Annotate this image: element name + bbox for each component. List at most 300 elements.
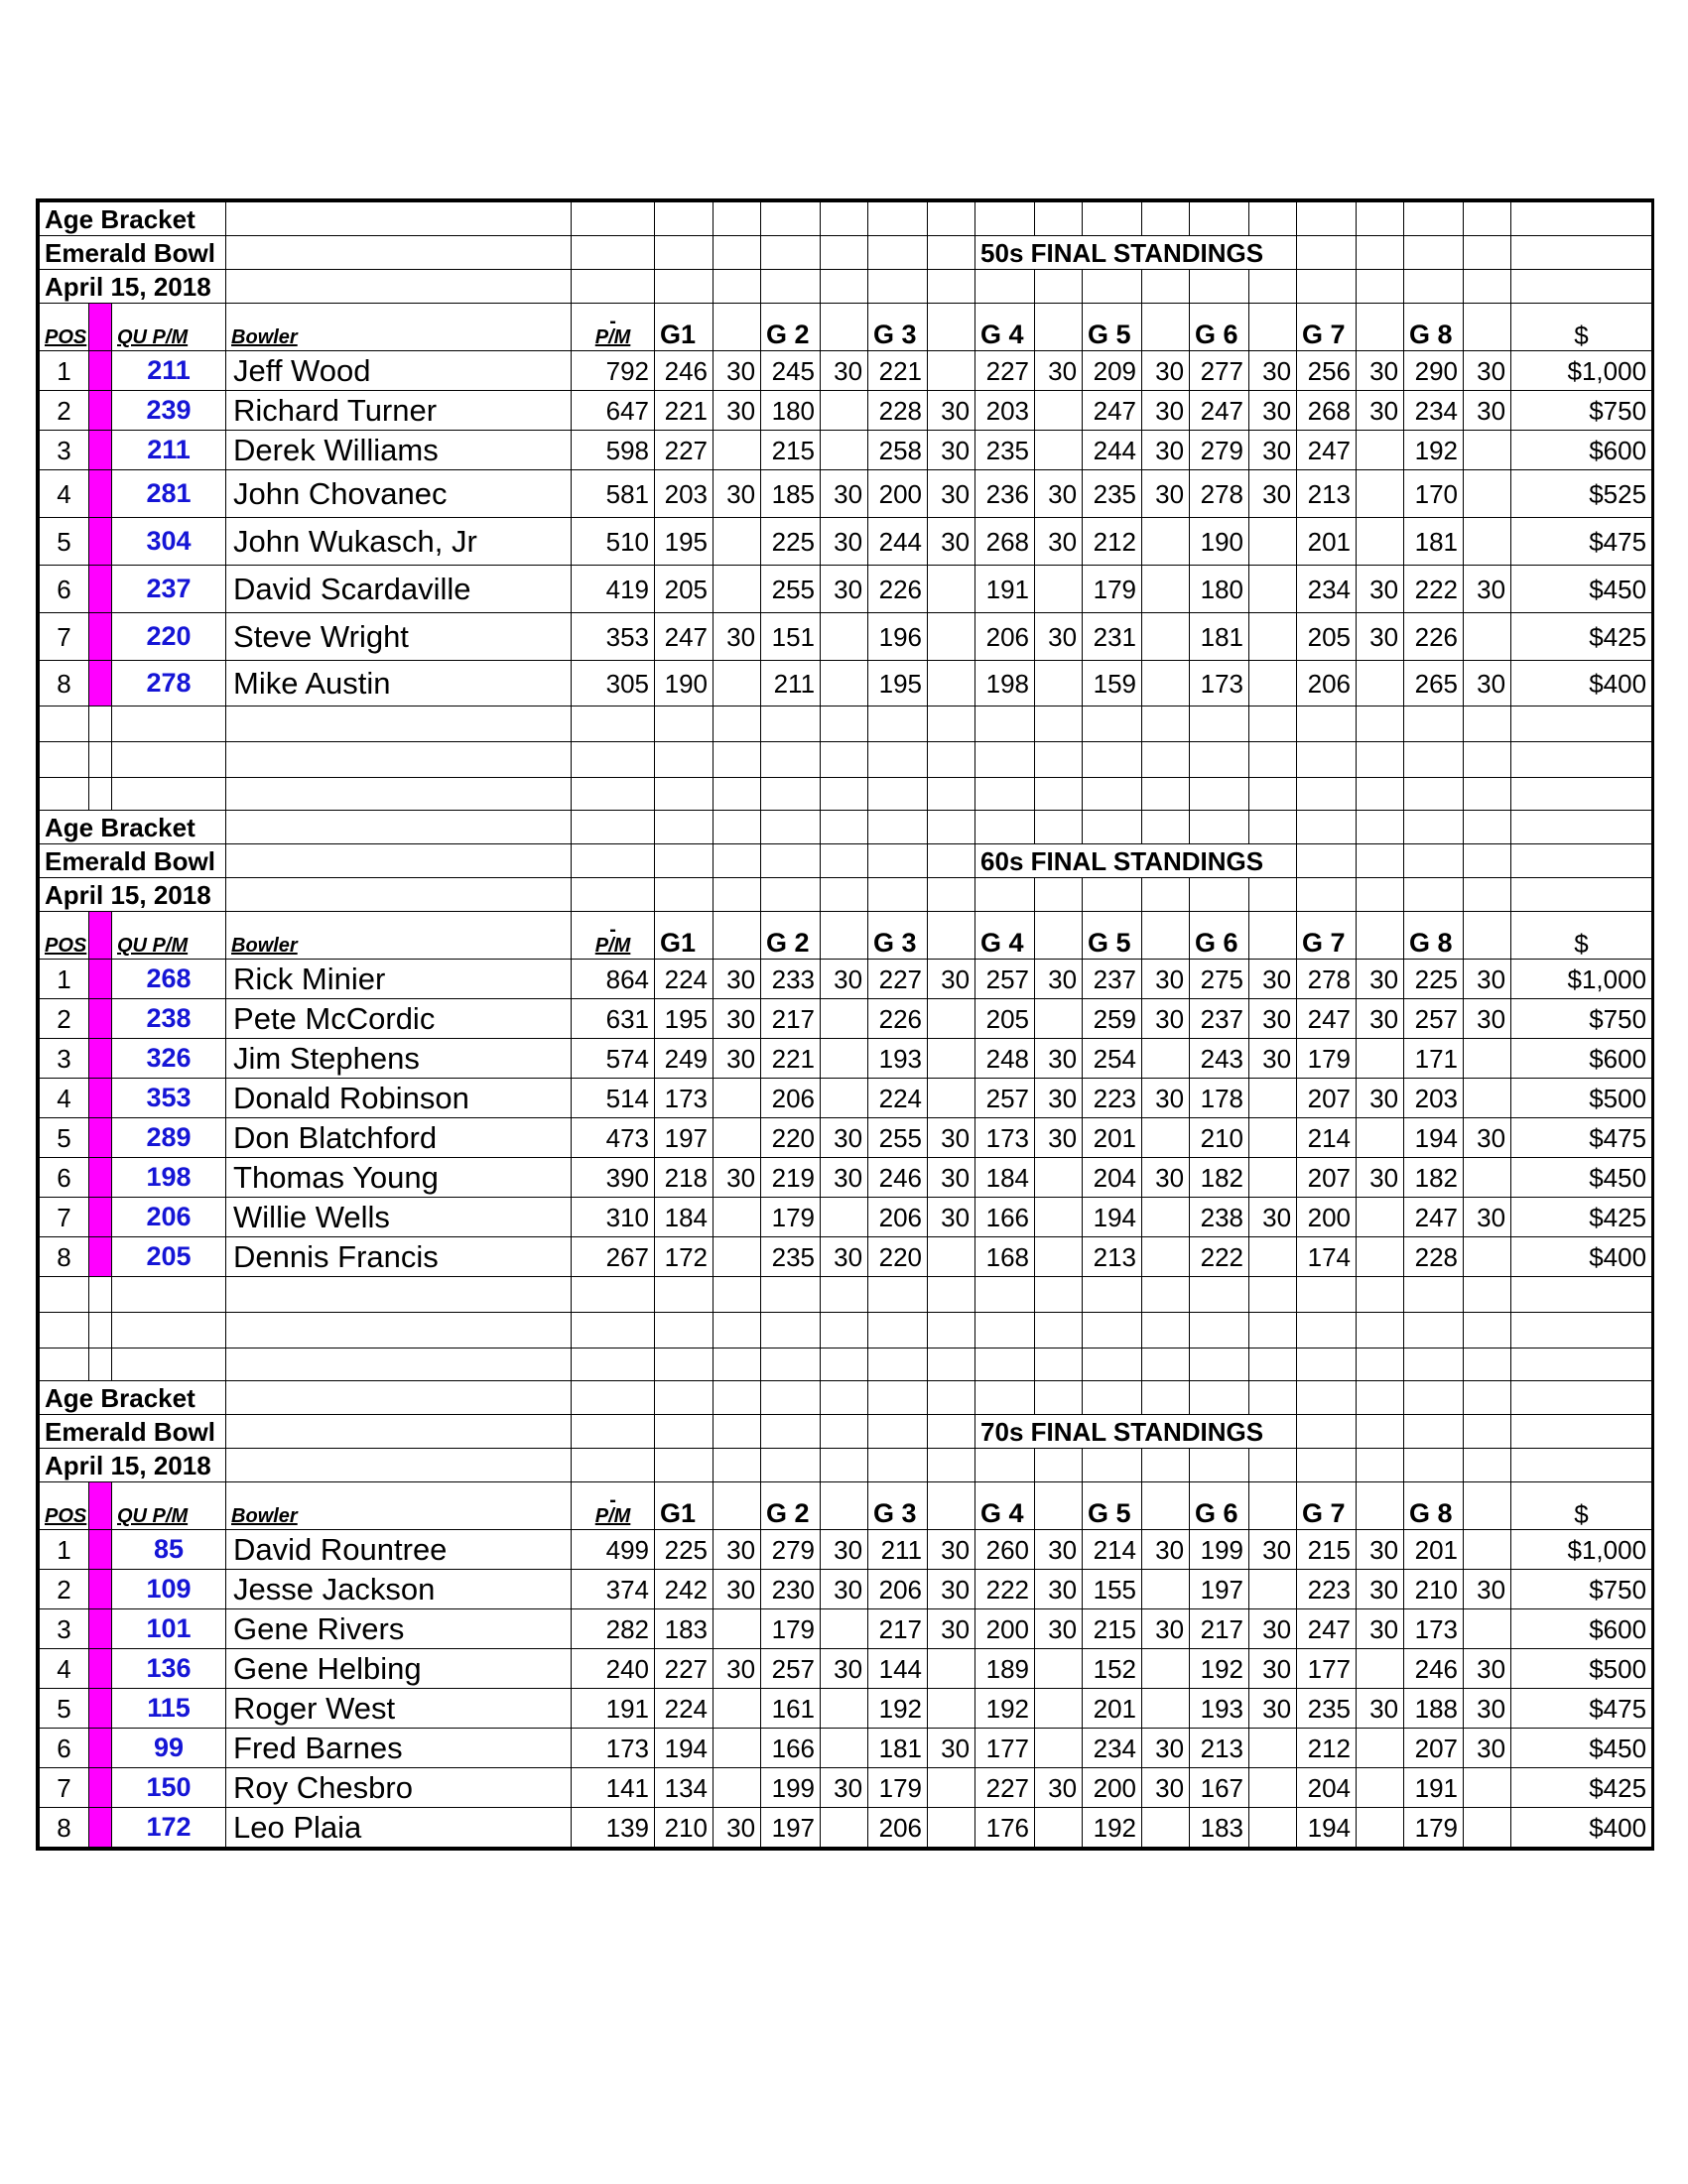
game-score-cell: 235 [1083,470,1142,518]
game-score-cell: 194 [655,1729,714,1768]
empty-cell [868,878,928,912]
position-cell: 8 [40,1808,89,1848]
game-score-cell: 161 [761,1689,821,1729]
empty-cell [655,878,714,912]
game-bonus-cell: 30 [1035,470,1083,518]
game-bonus-cell: 30 [714,1808,761,1848]
empty-cell [1404,1381,1464,1415]
qualifying-pm-cell: 211 [112,431,226,470]
empty-cell [714,1277,761,1313]
game-score-cell: 212 [1297,1729,1357,1768]
game-bonus-cell [928,613,975,661]
game-score-cell: 210 [655,1808,714,1848]
empty-cell [89,1313,112,1349]
money-header: $ [1511,912,1652,960]
prize-cell: $475 [1511,1689,1652,1729]
prize-cell: $750 [1511,999,1652,1039]
game-score-cell: 235 [761,1237,821,1277]
game-score-cell: 205 [655,566,714,613]
empty-cell [714,844,761,878]
empty-cell [572,1277,655,1313]
empty-cell [868,742,928,778]
empty-cell [1142,878,1190,912]
empty-cell [1035,1349,1083,1381]
game-bonus-cell: 30 [714,351,761,391]
bowler-header: Bowler [226,304,572,351]
game-bonus-cell [928,566,975,613]
empty-cell [1297,1449,1357,1482]
empty-cell [1297,1277,1357,1313]
empty-cell [821,304,868,351]
empty-cell [975,270,1035,304]
empty-cell [928,778,975,811]
empty-cell [928,707,975,742]
empty-cell [1297,742,1357,778]
bowler-name-cell: Rick Minier [226,960,572,999]
game-score-cell: 212 [1083,518,1142,566]
game-bonus-cell [821,391,868,431]
empty-cell [928,236,975,270]
game-bonus-cell [821,1729,868,1768]
bowler-row [40,391,1652,431]
empty-cell [975,1313,1035,1349]
empty-cell [1249,742,1297,778]
bowler-name-cell: Richard Turner [226,391,572,431]
position-cell: 4 [40,470,89,518]
game-bonus-cell [1142,1808,1190,1848]
game-bonus-cell: 30 [1249,1609,1297,1649]
game-bonus-cell [928,1768,975,1808]
empty-cell [761,707,821,742]
empty-cell [112,1313,226,1349]
empty-cell [761,1313,821,1349]
empty-cell [714,236,761,270]
game-bonus-cell: 30 [928,1570,975,1609]
game-bonus-cell: 30 [821,351,868,391]
game-bonus-cell: 30 [1249,1039,1297,1079]
prize-cell: $525 [1511,470,1652,518]
game-score-cell: 203 [655,470,714,518]
empty-cell [655,811,714,844]
game-score-cell: 227 [655,431,714,470]
empty-cell [928,1449,975,1482]
game-bonus-cell: 30 [1464,999,1511,1039]
game-bonus-cell: 30 [714,1570,761,1609]
empty-cell [226,778,572,811]
empty-cell [1404,778,1464,811]
empty-cell [1464,1349,1511,1381]
prize-cell: $750 [1511,391,1652,431]
game-bonus-cell: 30 [1035,1768,1083,1808]
section-venue-row [40,1415,1652,1449]
game-score-cell: 221 [761,1039,821,1079]
game-bonus-cell [1249,1118,1297,1158]
prize-cell: $450 [1511,566,1652,613]
empty-cell [761,1277,821,1313]
highlight-bar [89,1482,112,1530]
empty-cell [868,202,928,236]
game-bonus-cell [1035,566,1083,613]
game-bonus-cell: 30 [1357,566,1404,613]
game-bonus-cell [821,613,868,661]
empty-cell [1464,778,1511,811]
empty-cell [868,778,928,811]
empty-cell [1190,778,1249,811]
empty-cell [1083,1449,1142,1482]
game-bonus-cell [714,1609,761,1649]
highlight-bar [89,1570,112,1609]
game-score-cell: 195 [655,518,714,566]
empty-cell [868,1415,928,1449]
empty-cell [1357,304,1404,351]
pos-header: POS [40,912,89,960]
empty-cell [1249,304,1297,351]
game-bonus-cell: 30 [928,1118,975,1158]
game-header: G 2 [761,1482,821,1530]
game-score-cell: 194 [1404,1118,1464,1158]
game-bonus-cell: 30 [1142,1609,1190,1649]
bowler-name-cell: John Chovanec [226,470,572,518]
empty-cell [1357,1277,1404,1313]
game-bonus-cell: 30 [1142,351,1190,391]
qualifying-pm-cell: 353 [112,1079,226,1118]
game-score-cell: 235 [1297,1689,1357,1729]
game-bonus-cell: 30 [928,1158,975,1198]
game-score-cell: 181 [1404,518,1464,566]
game-score-cell: 248 [975,1039,1035,1079]
empty-cell [1083,707,1142,742]
pm-total-cell: 864 [572,960,655,999]
game-score-cell: 197 [761,1808,821,1848]
game-bonus-cell: 30 [1249,1198,1297,1237]
venue-label: Emerald Bowl [40,1415,226,1449]
bowler-row [40,1729,1652,1768]
empty-cell [1142,202,1190,236]
empty-cell [1464,202,1511,236]
empty-cell [1083,270,1142,304]
game-bonus-cell [1142,1649,1190,1689]
empty-cell [714,1415,761,1449]
qualifying-pm-cell: 289 [112,1118,226,1158]
game-header: G 6 [1190,912,1249,960]
empty-cell [226,1313,572,1349]
game-bonus-cell [928,1039,975,1079]
age-bracket-label: Age Bracket [40,1381,226,1415]
empty-cell [1190,707,1249,742]
empty-cell [1297,236,1357,270]
empty-cell [1249,270,1297,304]
pm-label: P/M [594,935,631,957]
game-bonus-cell [714,1198,761,1237]
empty-cell [1357,1415,1404,1449]
game-bonus-cell [928,1808,975,1848]
game-bonus-cell [1142,613,1190,661]
game-score-cell: 256 [1297,351,1357,391]
position-cell: 3 [40,1609,89,1649]
game-bonus-cell: 30 [1357,1570,1404,1609]
position-cell: 8 [40,661,89,707]
game-score-cell: 189 [975,1649,1035,1689]
game-bonus-cell: 30 [1249,999,1297,1039]
empty-cell [1083,811,1142,844]
game-bonus-cell [821,1609,868,1649]
game-score-cell: 224 [868,1079,928,1118]
game-score-cell: 174 [1297,1237,1357,1277]
empty-cell [975,707,1035,742]
game-score-cell: 192 [868,1689,928,1729]
game-bonus-cell: 30 [1035,960,1083,999]
game-bonus-cell [1249,1237,1297,1277]
prize-cell: $425 [1511,1768,1652,1808]
position-cell: 1 [40,351,89,391]
game-bonus-cell: 30 [1464,566,1511,613]
game-bonus-cell: 30 [821,1768,868,1808]
game-header: G1 [655,912,714,960]
game-bonus-cell: 30 [1464,1118,1511,1158]
game-score-cell: 195 [868,661,928,707]
empty-cell [1357,912,1404,960]
pm-total-cell: 141 [572,1768,655,1808]
empty-cell [1249,1313,1297,1349]
game-score-cell: 275 [1190,960,1249,999]
game-bonus-cell: 30 [1142,1158,1190,1198]
empty-cell [1464,270,1511,304]
qualifying-pm-cell: 211 [112,351,226,391]
empty-cell [655,1381,714,1415]
pm-total-cell: 267 [572,1237,655,1277]
game-score-cell: 181 [868,1729,928,1768]
empty-cell [868,707,928,742]
qu-pm-header: QU P/M [112,912,226,960]
empty-cell [975,1349,1035,1381]
empty-cell [1357,811,1404,844]
game-bonus-cell: 30 [1035,351,1083,391]
game-score-cell: 201 [1083,1689,1142,1729]
empty-cell [1142,811,1190,844]
empty-cell [1297,778,1357,811]
game-bonus-cell [1142,1118,1190,1158]
pm-label: P/M [594,326,631,348]
game-score-cell: 183 [1190,1808,1249,1848]
empty-cell [655,202,714,236]
empty-cell [655,707,714,742]
column-header-row [40,1482,1652,1530]
game-bonus-cell: 30 [1035,1609,1083,1649]
bowler-row [40,1237,1652,1277]
empty-cell [572,811,655,844]
empty-cell [1357,878,1404,912]
empty-cell [714,742,761,778]
empty-cell [821,270,868,304]
game-bonus-cell [714,661,761,707]
game-bonus-cell [1357,1198,1404,1237]
game-score-cell: 192 [975,1689,1035,1729]
qualifying-pm-cell: 268 [112,960,226,999]
game-bonus-cell: 30 [1142,960,1190,999]
empty-cell [89,742,112,778]
section-title-row [40,811,1652,844]
prize-cell: $500 [1511,1649,1652,1689]
bowler-row [40,351,1652,391]
empty-cell [975,1277,1035,1313]
bowler-name-cell: Fred Barnes [226,1729,572,1768]
game-score-cell: 206 [868,1198,928,1237]
game-bonus-cell: 30 [1357,351,1404,391]
empty-cell [1249,778,1297,811]
empty-cell [1035,742,1083,778]
game-bonus-cell [1142,1198,1190,1237]
empty-cell [655,236,714,270]
empty-cell [1249,1381,1297,1415]
position-cell: 5 [40,1118,89,1158]
bowler-name-cell: Donald Robinson [226,1079,572,1118]
game-bonus-cell [928,351,975,391]
empty-cell [655,1349,714,1381]
game-score-cell: 193 [1190,1689,1249,1729]
game-bonus-cell [1249,1729,1297,1768]
game-bonus-cell: 30 [1142,1768,1190,1808]
bowler-name-cell: Gene Helbing [226,1649,572,1689]
bowler-name-cell: Roger West [226,1689,572,1729]
game-score-cell: 151 [761,613,821,661]
standings-title: 70s FINAL STANDINGS [975,1415,1297,1449]
qualifying-pm-cell: 206 [112,1198,226,1237]
pm-dash: - [609,311,616,332]
game-score-cell: 198 [975,661,1035,707]
game-score-cell: 230 [761,1570,821,1609]
game-score-cell: 206 [761,1079,821,1118]
pm-total-cell: 310 [572,1198,655,1237]
prize-cell: $475 [1511,518,1652,566]
game-bonus-cell [1035,391,1083,431]
empty-cell [1249,811,1297,844]
empty-cell [821,1381,868,1415]
empty-cell [928,1349,975,1381]
bowler-row [40,661,1652,707]
game-score-cell: 247 [1297,431,1357,470]
empty-cell [1083,1313,1142,1349]
prize-cell: $1,000 [1511,351,1652,391]
game-bonus-cell: 30 [1035,1118,1083,1158]
empty-cell [1190,811,1249,844]
bowler-name-cell: Steve Wright [226,613,572,661]
prize-cell: $600 [1511,431,1652,470]
qualifying-pm-cell: 326 [112,1039,226,1079]
game-bonus-cell: 30 [1357,960,1404,999]
empty-cell [89,707,112,742]
spacer-row [40,707,1652,742]
empty-cell [572,1349,655,1381]
game-header: G 3 [868,912,928,960]
position-cell: 1 [40,1530,89,1570]
game-score-cell: 199 [1190,1530,1249,1570]
game-score-cell: 200 [868,470,928,518]
game-score-cell: 231 [1083,613,1142,661]
pm-total-cell: 574 [572,1039,655,1079]
empty-cell [1142,1277,1190,1313]
empty-cell [928,1415,975,1449]
game-score-cell: 228 [1404,1237,1464,1277]
empty-cell [1190,1381,1249,1415]
empty-cell [975,811,1035,844]
game-header: G 4 [975,912,1035,960]
highlight-bar [89,960,112,999]
empty-cell [714,912,761,960]
pm-total-cell: 473 [572,1118,655,1158]
prize-cell: $1,000 [1511,1530,1652,1570]
game-bonus-cell [1464,1808,1511,1848]
game-bonus-cell: 30 [1357,1079,1404,1118]
empty-cell [40,707,89,742]
game-bonus-cell [714,1768,761,1808]
game-bonus-cell [928,1689,975,1729]
game-score-cell: 179 [1404,1808,1464,1848]
game-score-cell: 179 [761,1198,821,1237]
empty-cell [1142,1482,1190,1530]
game-score-cell: 258 [868,431,928,470]
empty-cell [226,236,572,270]
game-score-cell: 221 [655,391,714,431]
game-bonus-cell: 30 [1357,999,1404,1039]
game-bonus-cell: 30 [928,518,975,566]
game-score-cell: 247 [655,613,714,661]
empty-cell [1511,202,1652,236]
empty-cell [1249,1482,1297,1530]
empty-cell [1297,844,1357,878]
game-score-cell: 203 [1404,1079,1464,1118]
game-bonus-cell [1035,1729,1083,1768]
game-score-cell: 159 [1083,661,1142,707]
bowler-name-cell: Leo Plaia [226,1808,572,1848]
game-bonus-cell: 30 [821,566,868,613]
empty-cell [714,707,761,742]
empty-cell [1035,1449,1083,1482]
game-bonus-cell [821,1808,868,1848]
empty-cell [112,707,226,742]
game-score-cell: 214 [1297,1118,1357,1158]
empty-cell [1190,1313,1249,1349]
game-score-cell: 290 [1404,351,1464,391]
game-bonus-cell: 30 [1249,1689,1297,1729]
game-bonus-cell: 30 [928,470,975,518]
game-bonus-cell: 30 [1464,661,1511,707]
empty-cell [821,742,868,778]
game-bonus-cell [714,1689,761,1729]
game-bonus-cell [1357,518,1404,566]
prize-cell: $475 [1511,1118,1652,1158]
empty-cell [1035,202,1083,236]
empty-cell [1035,1277,1083,1313]
bowler-row [40,1198,1652,1237]
bowler-name-cell: David Rountree [226,1530,572,1570]
game-bonus-cell: 30 [1142,999,1190,1039]
spacer-row [40,742,1652,778]
game-bonus-cell: 30 [1357,613,1404,661]
game-score-cell: 257 [761,1649,821,1689]
game-bonus-cell [1249,566,1297,613]
empty-cell [226,202,572,236]
game-bonus-cell [1357,1237,1404,1277]
game-score-cell: 247 [1083,391,1142,431]
empty-cell [1404,236,1464,270]
empty-cell [1249,707,1297,742]
game-bonus-cell [928,1649,975,1689]
pm-total-cell: 353 [572,613,655,661]
game-bonus-cell: 30 [821,1570,868,1609]
game-bonus-cell [1464,1039,1511,1079]
empty-cell [89,1349,112,1381]
bowler-name-cell: Thomas Young [226,1158,572,1198]
